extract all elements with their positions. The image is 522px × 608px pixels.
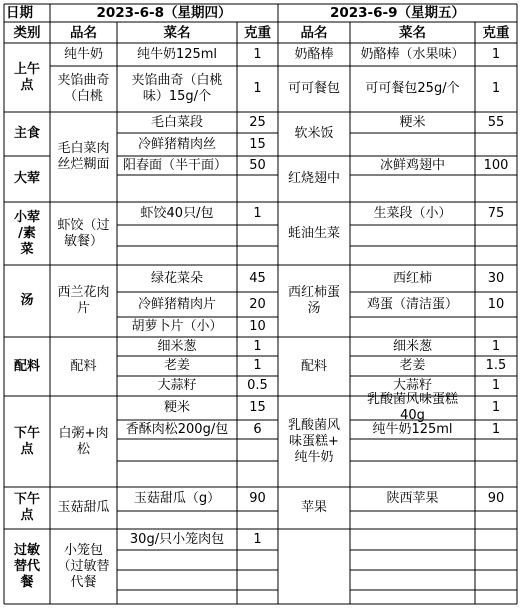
date-label: 日期: [6, 5, 33, 21]
d1-weight-milk: 1: [253, 46, 262, 62]
d1-weight-garlic: 0.5: [247, 378, 268, 393]
d1-weight-pork1: 15: [249, 136, 266, 152]
d1-weight-scallion: 1: [253, 338, 262, 354]
d2-dish-milk: 纯牛奶125ml: [372, 421, 453, 437]
d1-dish-broccoli: 绿花菜朵: [150, 270, 203, 286]
d2-dish-cheese: 奶酪棒（水果味）: [360, 46, 465, 62]
d1-dish-cookie: 夹馅曲奇（白桃 味）15g/个: [131, 73, 223, 104]
d1-item-soup: 西兰花肉 片: [57, 285, 110, 316]
d2-weight-apple: 90: [487, 491, 505, 506]
category-main-dish: 大荤: [13, 171, 40, 186]
d2-dish-tomato: 西红柿: [392, 270, 432, 286]
d1-dish-scallion: 细米葱: [157, 338, 197, 354]
d1-dish-cabbage: 毛白菜段: [150, 114, 203, 130]
header-category: 类别: [13, 24, 41, 41]
d2-dish-apple: 陕西苹果: [386, 491, 439, 506]
d1-dish-rice: 粳米: [163, 400, 190, 415]
day2-title: 2023-6-9（星期五）: [329, 5, 466, 21]
d1-weight-noodle: 50: [249, 157, 266, 173]
d1-item-porridge: 白粥+肉 松: [58, 425, 109, 457]
category-afternoon-snack-2: 下午 点: [13, 492, 40, 523]
category-afternoon-snack-1: 下午 点: [13, 425, 40, 457]
d1-item-noodles: 毛白菜肉 丝烂糊面: [57, 141, 110, 172]
d1-item-melon: 玉菇甜瓜: [57, 500, 110, 515]
d1-weight-broccoli: 45: [249, 270, 266, 286]
d1-weight-shrimp: 1: [253, 205, 262, 221]
d2-dish-garlic: 大蒜籽: [392, 378, 432, 393]
d1-item-cookie: 夹馅曲奇 （白桃: [57, 73, 110, 104]
d2-dish-wing: 冰鲜鸡翅中: [379, 157, 445, 173]
d1-dish-noodle: 阳春面（半干面）: [122, 157, 227, 173]
day1-title: 2023-6-8（星期四）: [96, 5, 232, 21]
header-d2-item: 品名: [300, 24, 328, 41]
d1-weight-carrot: 10: [249, 319, 266, 334]
d2-weight-cake: 1: [491, 400, 501, 415]
d2-item-soup: 西红柿蛋 汤: [287, 285, 340, 316]
d1-weight-rice: 15: [249, 400, 266, 415]
category-seasoning: 配料: [13, 358, 40, 374]
d1-weight-pork2: 20: [249, 296, 266, 312]
d1-item-seasoning: 配料: [70, 358, 97, 374]
d2-weight-cheese: 1: [491, 46, 501, 62]
d2-weight-garlic: 1: [491, 378, 501, 393]
d1-dish-pork1: 冷鲜猪精肉丝: [137, 136, 216, 152]
d2-weight-lettuce: 75: [487, 205, 505, 221]
d1-weight-cabbage: 25: [249, 114, 266, 130]
d1-dish-garlic: 大蒜籽: [157, 378, 197, 393]
header-d2-weight: 克重: [482, 24, 510, 41]
d1-item-bun: 小笼包 （过敏替 代餐: [57, 542, 110, 590]
d2-weight-tomato: 30: [487, 270, 505, 286]
category-side-dish: 小荤 /素 菜: [13, 209, 40, 257]
d2-dish-egg: 鸡蛋（清洁蛋）: [366, 296, 458, 312]
d2-item-cake: 乳酸菌风 味蛋糕+ 纯牛奶: [287, 417, 340, 465]
d2-weight-wing: 100: [483, 157, 509, 173]
d1-dish-pork2: 冷鲜猪精肉片: [137, 296, 216, 312]
d2-item-cocoa: 可可餐包: [287, 81, 340, 96]
category-allergy-sub: 过敏 替代 餐: [13, 542, 40, 590]
d1-dish-milk: 纯牛奶125ml: [136, 46, 218, 62]
d2-dish-ginger: 老姜: [399, 358, 426, 373]
d2-weight-cocoa: 1: [491, 81, 501, 96]
d1-dish-floss: 香酥肉松200g/包: [125, 421, 229, 437]
d1-dish-bun: 30g/只小笼肉包: [129, 531, 225, 547]
d2-dish-cake: 乳酸菌风味蛋糕 40g: [366, 392, 458, 423]
d2-dish-lettuce: 生菜段（小）: [373, 205, 452, 221]
d1-weight-floss: 6: [253, 421, 262, 437]
d2-item-wing: 红烧翅中: [287, 171, 340, 186]
d1-weight-ginger: 1: [253, 358, 262, 373]
header-d1-weight: 克重: [244, 24, 271, 41]
d2-item-fruit: 苹果: [300, 500, 327, 515]
d1-dish-shrimp: 虾饺40只/包: [140, 205, 214, 221]
category-soup: 汤: [20, 293, 34, 308]
d2-dish-cocoa: 可可餐包25g/个: [365, 81, 460, 96]
d2-weight-rice: 55: [487, 114, 505, 130]
d1-dish-melon: 玉菇甜瓜（g）: [133, 491, 221, 506]
d1-weight-melon: 90: [249, 491, 266, 506]
header-d2-dish: 菜名: [399, 24, 426, 41]
d1-weight-bun: 1: [253, 531, 262, 547]
d2-item-seasoning: 配料: [300, 358, 327, 374]
d2-dish-scallion: 细米葱: [392, 338, 432, 354]
header-d1-dish: 菜名: [163, 24, 191, 41]
d1-dish-ginger: 老姜: [163, 358, 190, 373]
header-d1-item: 品名: [70, 24, 97, 41]
d2-weight-egg: 10: [487, 296, 505, 312]
d1-item-shrimp: 虾饺（过 敏餐）: [57, 217, 110, 249]
category-staple: 主食: [13, 126, 40, 141]
d1-dish-carrot: 胡萝卜片（小）: [131, 319, 223, 334]
d2-item-lettuce: 蚝油生菜: [287, 225, 340, 241]
d2-item-rice: 软米饭: [294, 126, 334, 141]
d1-weight-cookie: 1: [253, 81, 262, 96]
d2-weight-milk: 1: [491, 421, 501, 437]
d1-item-milk: 纯牛奶: [63, 46, 103, 62]
d2-weight-scallion: 1: [491, 338, 501, 354]
d2-dish-rice: 粳米: [399, 114, 426, 130]
category-morning-snack: 上午 点: [13, 61, 40, 93]
d2-item-cheese: 奶酪棒: [294, 46, 334, 62]
d2-weight-ginger: 1.5: [485, 358, 507, 373]
